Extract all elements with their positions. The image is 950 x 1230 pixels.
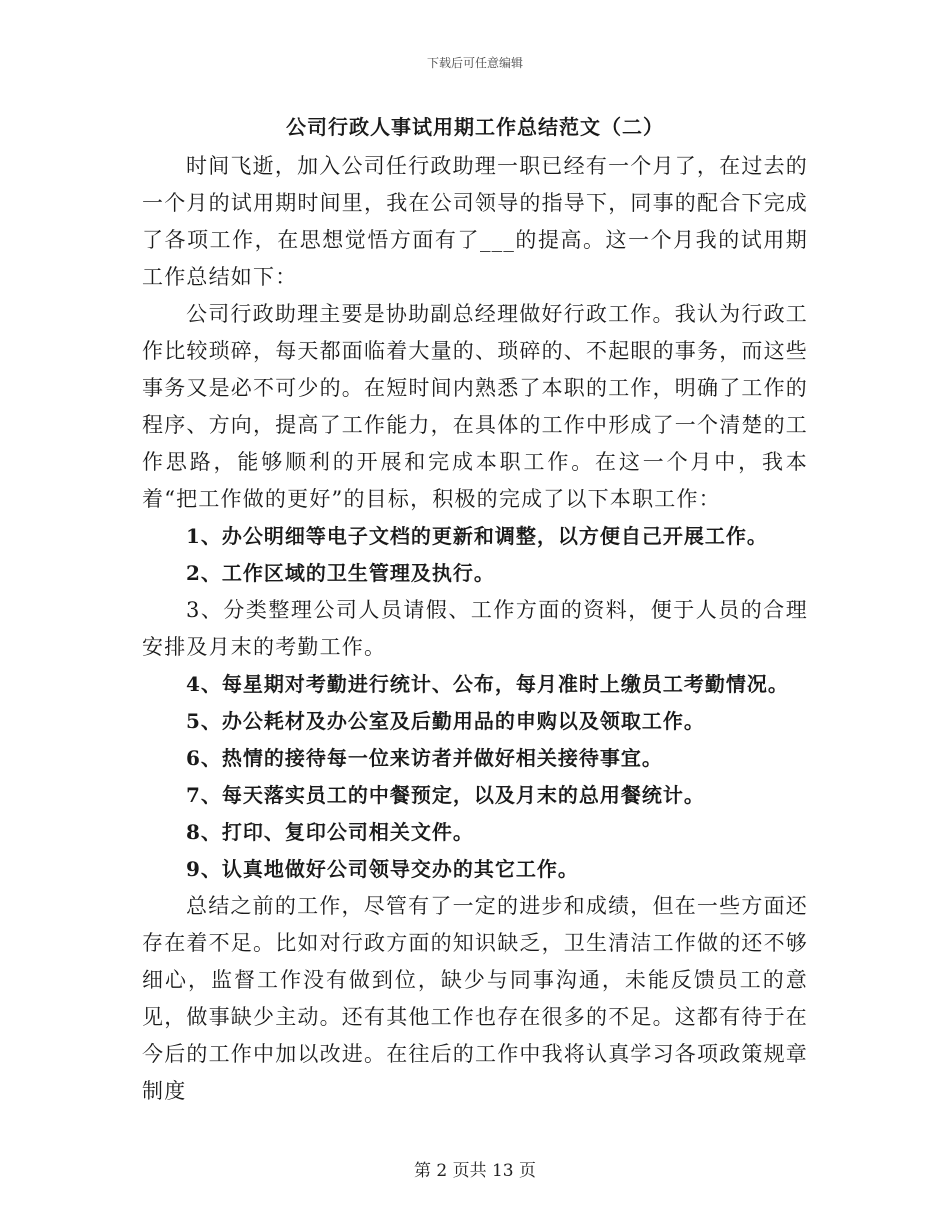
list-item-3: 3、分类整理公司人员请假、工作方面的资料，便于人员的合理安排及月末的考勤工作。 bbox=[142, 598, 808, 659]
list-item-5: 5、办公耗材及办公室及后勤用品的申购以及领取工作。 bbox=[186, 709, 705, 733]
list-item-4: 4、每星期对考勤进行统计、公布，每月准时上缴员工考勤情况。 bbox=[186, 672, 789, 696]
paragraph-intro: 时间飞逝，加入公司任行政助理一职已经有一个月了，在过去的一个月的试用期时间里，我在公司领导的指导下，同事的配合下完成了各项工作，在思想觉悟方面有了___的提高。这一个月我的试用期工作总结如下： bbox=[142, 154, 808, 289]
list-item-2: 2、工作区域的卫生管理及执行。 bbox=[186, 561, 495, 585]
header-note: 下载后可任意编辑 bbox=[426, 56, 523, 70]
paragraph-summary: 总结之前的工作，尽管有了一定的进步和成绩，但在一些方面还存在着不足。比如对行政方面的知识缺乏，卫生清洁工作做的还不够细心，监督工作没有做到位，缺少与同事沟通，未能反馈员工的意见，做事缺少主动。还有其他工作也存在很多的不足。这都有待于在今后的工作中加以改进。在往后的工作中我将认真学习各项政策规章制度 bbox=[142, 894, 808, 1103]
list-item-6: 6、热情的接待每一位来访者并做好相关接待事宜。 bbox=[186, 746, 663, 770]
list-item-7: 7、每天落实员工的中餐预定，以及月末的总用餐统计。 bbox=[186, 783, 705, 807]
paragraph-duties: 公司行政助理主要是协助副总经理做好行政工作。我认为行政工作比较琐碎，每天都面临着大量的、琐碎的、不起眼的事务，而这些事务又是必不可少的。在短时间内熟悉了本职的工作，明确了工作的程序、方向，提高了工作能力，在具体的工作中形成了一个清楚的工作思路，能够顺利的开展和完成本职工作。在这一个月中，我本着“把工作做的更好”的目标，积极的完成了以下本职工作： bbox=[142, 302, 808, 511]
document-title: 公司行政人事试用期工作总结范文（二） bbox=[286, 115, 664, 139]
list-item-1: 1、办公明细等电子文档的更新和调整，以方便自己开展工作。 bbox=[186, 524, 768, 548]
page-number: 第 2 页共 13 页 bbox=[413, 1161, 537, 1181]
list-item-8: 8、打印、复印公司相关文件。 bbox=[186, 820, 474, 844]
list-item-9: 9、认真地做好公司领导交办的其它工作。 bbox=[186, 857, 579, 881]
document-body bbox=[142, 112, 808, 1110]
